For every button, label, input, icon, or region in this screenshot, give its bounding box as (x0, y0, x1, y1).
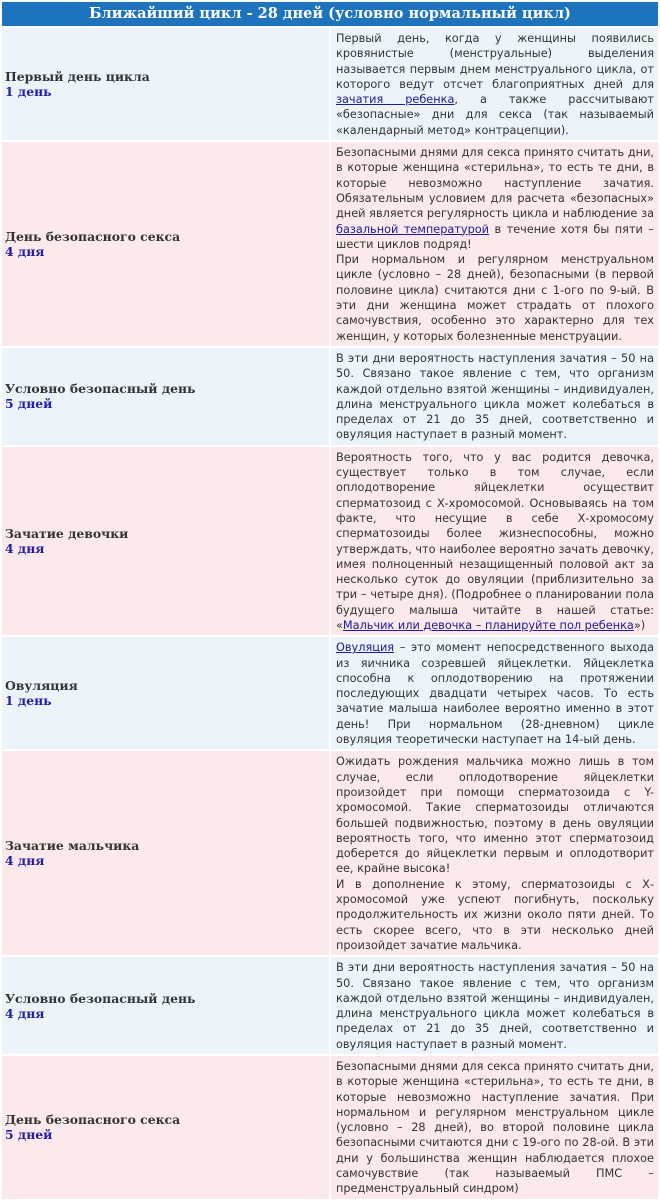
description-paragraph: При нормальном и регулярном менструальном цикле (условно – 28 дней), безопасными (в первой половине цикла) считаются дни с 1-ого по 9-ый. В эти дни женщина может страдать от плохого самочувствия, особенно это характерно для тех женщин, у которых болезненные менструации. (336, 253, 654, 343)
description-paragraph: В эти дни вероятность наступления зачатия – 50 на 50. Связано такое явление с тем, что организм каждой отдельно взятой женщины – индивидуален, длина менструального цикла может колебаться в пределах от 21 до 35 дней, соответственно и овуляция наступает в разный момент. (336, 961, 654, 1051)
phase-duration: 1 день (5, 84, 52, 100)
phase-description-cell (331, 28, 658, 140)
phase-description-cell (331, 348, 658, 445)
description-paragraph: В эти дни вероятность наступления зачатия – 50 на 50. Связано такое явление с тем, что организм каждой отдельно взятой женщины – индивидуален, длина менструального цикла может колебаться в пределах от 21 до 35 дней, соответственно и овуляция наступает в разный момент. (336, 351, 654, 442)
phase-label-cell (2, 447, 329, 636)
description-paragraph: Овуляция – это момент непосредственного выхода из яичника созревшей яйцеклетки. Яйцеклетка способна к оплодотворению на протяжении последующих двадцати четырех часов. То есть зачатие малыша наиболее вероятно именно в этот день! При нормальном (28-дневном) цикле овуляция теоретически наступает на 14-ый день. (336, 641, 654, 747)
table-header: Ближайший цикл - 28 дней (условно нормальный цикл) (2, 2, 658, 26)
phase-description-cell (331, 957, 658, 1054)
phase-label-cell (2, 637, 329, 749)
phase-label-cell (2, 28, 329, 140)
table-row (2, 637, 658, 749)
phase-title: Условно безопасный день (5, 990, 196, 1006)
phase-description-cell (331, 142, 658, 346)
phase-description-cell (331, 1056, 658, 1199)
table-row (2, 751, 658, 955)
phase-duration: 4 дня (5, 244, 45, 259)
table-row (2, 28, 658, 140)
article-link[interactable]: базальной температурой (336, 222, 489, 236)
phase-duration: 4 дня (5, 853, 45, 869)
table-row (2, 447, 658, 636)
phase-description-cell (331, 637, 658, 749)
phase-duration: 1 день (5, 693, 52, 709)
description-paragraph: Безопасными днями для секса принято считать дни, в которые женщина «стерильна», то есть те дни, в которые невозможно наступление зачатия. При нормальном и регулярном менструальном цикле (условно – 28 дней), во второй половине цикла безопасными считаются дни с 19-ого по 28-ой. В эти дни у большинства женщин наблюдается плохое самочувствие (так называемый ПМС – предменструальный синдром) (336, 1060, 654, 1196)
phase-duration: 5 дней (5, 396, 53, 412)
description-paragraph: Первый день, когда у женщины появились кровянистые (менструальные) выделения называется первым днем менструального цикла, от которого ведут отсчет благоприятных дней для зачатия ребенка, а также рассчитывают «безопасные» дни для секса (так называемый «календарный метод» контрацепции). (336, 32, 654, 137)
phase-title: Зачатие мальчика (5, 838, 140, 854)
article-link[interactable]: зачатия ребенка (336, 93, 455, 107)
phase-title: Зачатие девочки (5, 526, 129, 541)
phase-label-cell (2, 1056, 329, 1199)
table-row (2, 348, 658, 445)
table-row (2, 1056, 658, 1199)
phase-label-cell (2, 751, 329, 955)
phase-title: Овуляция (5, 678, 78, 694)
phase-duration: 4 дня (5, 541, 45, 556)
phase-description-cell (331, 751, 658, 955)
phase-label-cell (2, 348, 329, 445)
table-body (2, 28, 658, 1199)
table-row (2, 957, 658, 1054)
description-paragraph: Ожидать рождения мальчика можно лишь в том случае, если оплодотворение яйцеклетки произойдет при помощи сперматозоида с Y-хромосомой. Такие сперматозоиды отличаются большей подвижностью, поэтому в день овуляции вероятность того, что именно этот сперматозоид доберется до яйцеклетки первым и оплодотворит ее, крайне высока! (336, 755, 654, 876)
phase-title: День безопасного секса (5, 229, 181, 244)
table-row (2, 142, 658, 346)
phase-label-cell (2, 142, 329, 346)
phase-description-cell (331, 447, 658, 636)
description-paragraph: Вероятность того, что у вас родится девочка, существует только в том случае, если оплодотворение яйцеклетки осуществит сперматозоид с Х-хромосомой. Основываясь на том факте, что несущие в себе Х-хромосому сперматозоиды более жизнеспособны, можно утверждать, что наиболее вероятно зачать девочку, имея полноценный незащищенный половой акт за несколько суток до овуляции (приблизительно за три – четыре дня). (Подробнее о планировании пола будущего малыша читайте в нашей статье: «Мальчик или девочка – планируйте пол ребенка») (336, 450, 654, 632)
phase-title: Первый день цикла (5, 69, 150, 85)
phase-title: День безопасного секса (5, 1112, 181, 1128)
article-link[interactable]: Овуляция (336, 641, 395, 655)
phase-duration: 4 дня (5, 1005, 45, 1021)
description-paragraph: И в дополнение к этому, сперматозоиды с Х-хромосомой уже успеют погибнуть, поскольку продолжительность их жизни около пяти дней. То есть скорее всего, что в эти несколько дней произойдет зачатие мальчика. (336, 877, 654, 952)
article-link[interactable]: Мальчик или девочка – планируйте пол ребенка (342, 618, 634, 632)
phase-label-cell (2, 957, 329, 1054)
phase-duration: 5 дней (5, 1127, 53, 1143)
description-paragraph: Безопасными днями для секса принято считать дни, в которые женщина «стерильна», то есть те дни, в которые невозможно наступление зачатия. Обязательным условием для расчета «безопасных» дней является регулярность цикла и наблюдение за базальной температурой в течение хотя бы пяти – шести циклов подряд! (336, 146, 654, 251)
phase-title: Условно безопасный день (5, 381, 196, 397)
